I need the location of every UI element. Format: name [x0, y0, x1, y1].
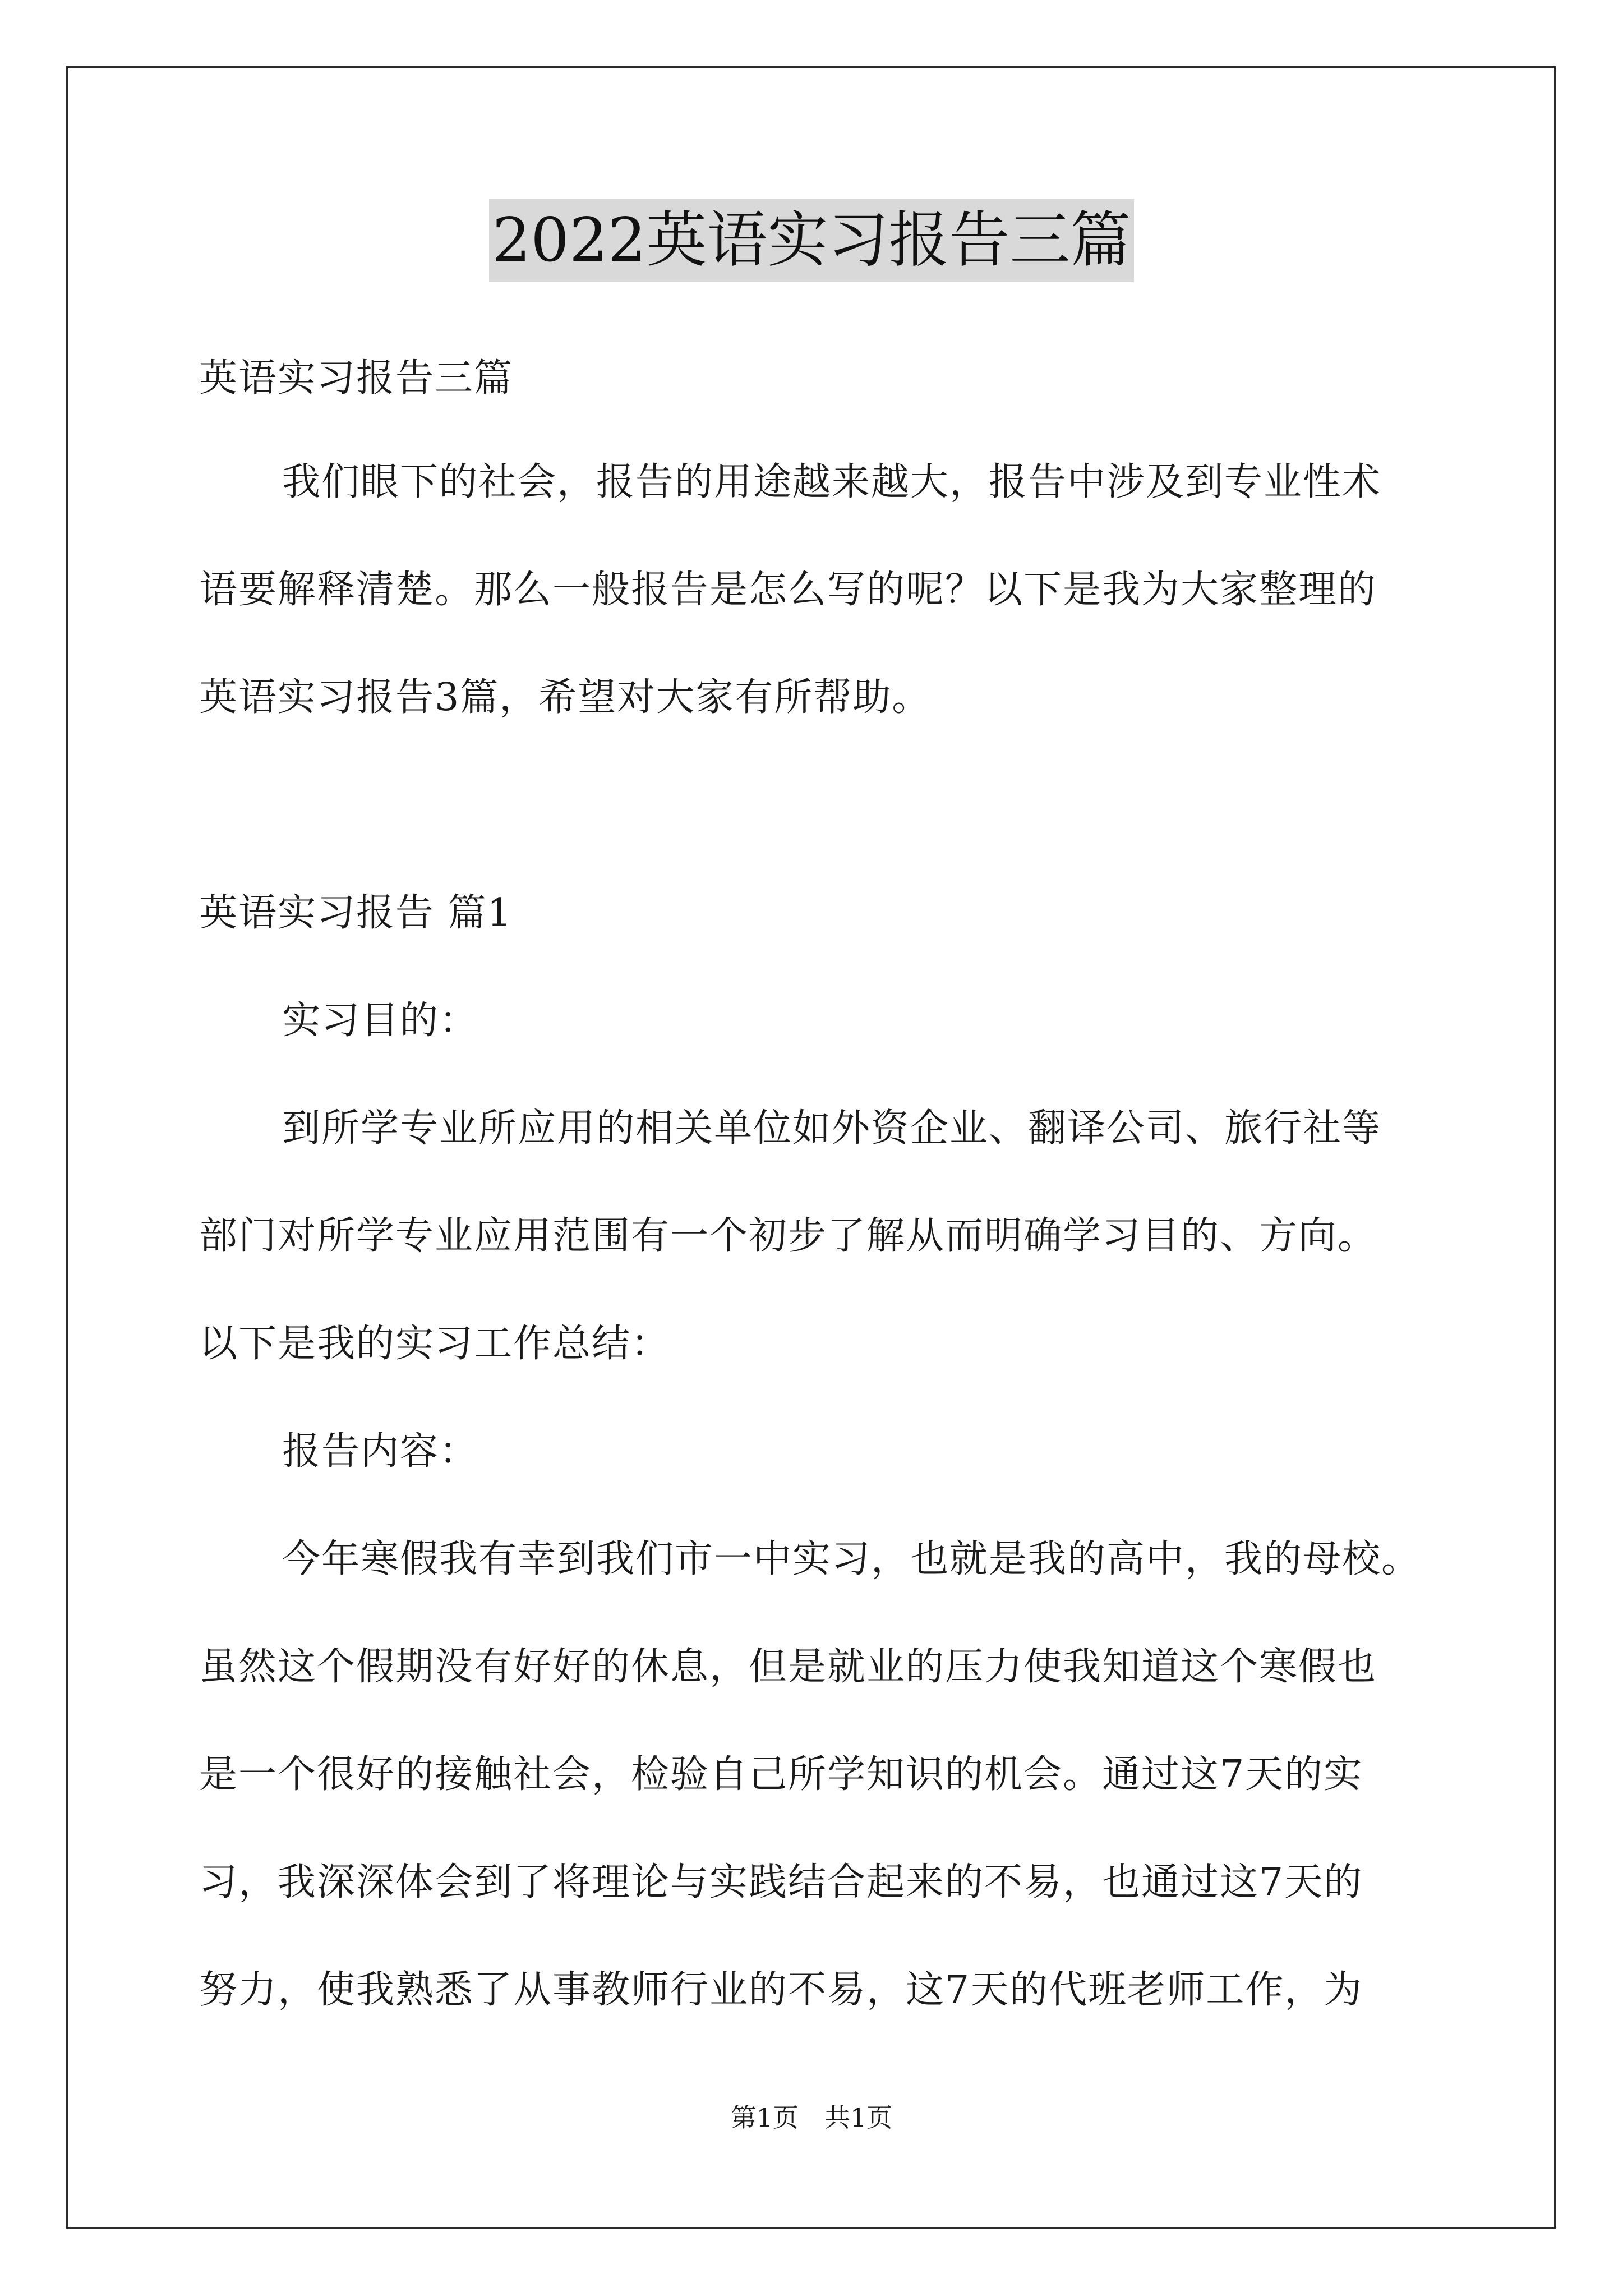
- content-line-1: 今年寒假我有幸到我们市一中实习，也就是我的高中，我的母校。: [282, 1537, 1421, 1581]
- intro-line-2: 语要解释清楚。那么一般报告是怎么写的呢？以下是我为大家整理的: [199, 568, 1377, 612]
- content-line-2: 虽然这个假期没有好好的休息，但是就业的压力使我知道这个寒假也: [199, 1645, 1377, 1689]
- document-title: 2022英语实习报告三篇: [489, 199, 1135, 282]
- purpose-line-1: 到所学专业所应用的相关单位如外资企业、翻译公司、旅行社等: [282, 1106, 1382, 1151]
- title-container: [0, 199, 1623, 282]
- purpose-line-2: 部门对所学专业应用范围有一个初步了解从而明确学习目的、方向。: [199, 1214, 1377, 1258]
- purpose-label: 实习目的：: [282, 999, 479, 1043]
- content-line-3: 是一个很好的接触社会，检验自己所学知识的机会。通过这7天的实: [199, 1752, 1363, 1797]
- intro-line-1: 我们眼下的社会，报告的用途越来越大，报告中涉及到专业性术: [282, 460, 1382, 504]
- intro-line-3: 英语实习报告3篇，希望对大家有所帮助。: [199, 675, 932, 720]
- page-footer: 第1页 共1页: [730, 2102, 893, 2133]
- content-line-5: 努力，使我熟悉了从事教师行业的不易，这7天的代班老师工作，为: [199, 1968, 1363, 2012]
- section-heading: 英语实习报告 篇1: [199, 891, 513, 935]
- content-line-4: 习，我深深体会到了将理论与实践结合起来的不易，也通过这7天的: [199, 1860, 1363, 1904]
- content-label: 报告内容：: [282, 1429, 479, 1474]
- subtitle: 英语实习报告三篇: [199, 356, 514, 401]
- purpose-line-3: 以下是我的实习工作总结：: [199, 1322, 671, 1366]
